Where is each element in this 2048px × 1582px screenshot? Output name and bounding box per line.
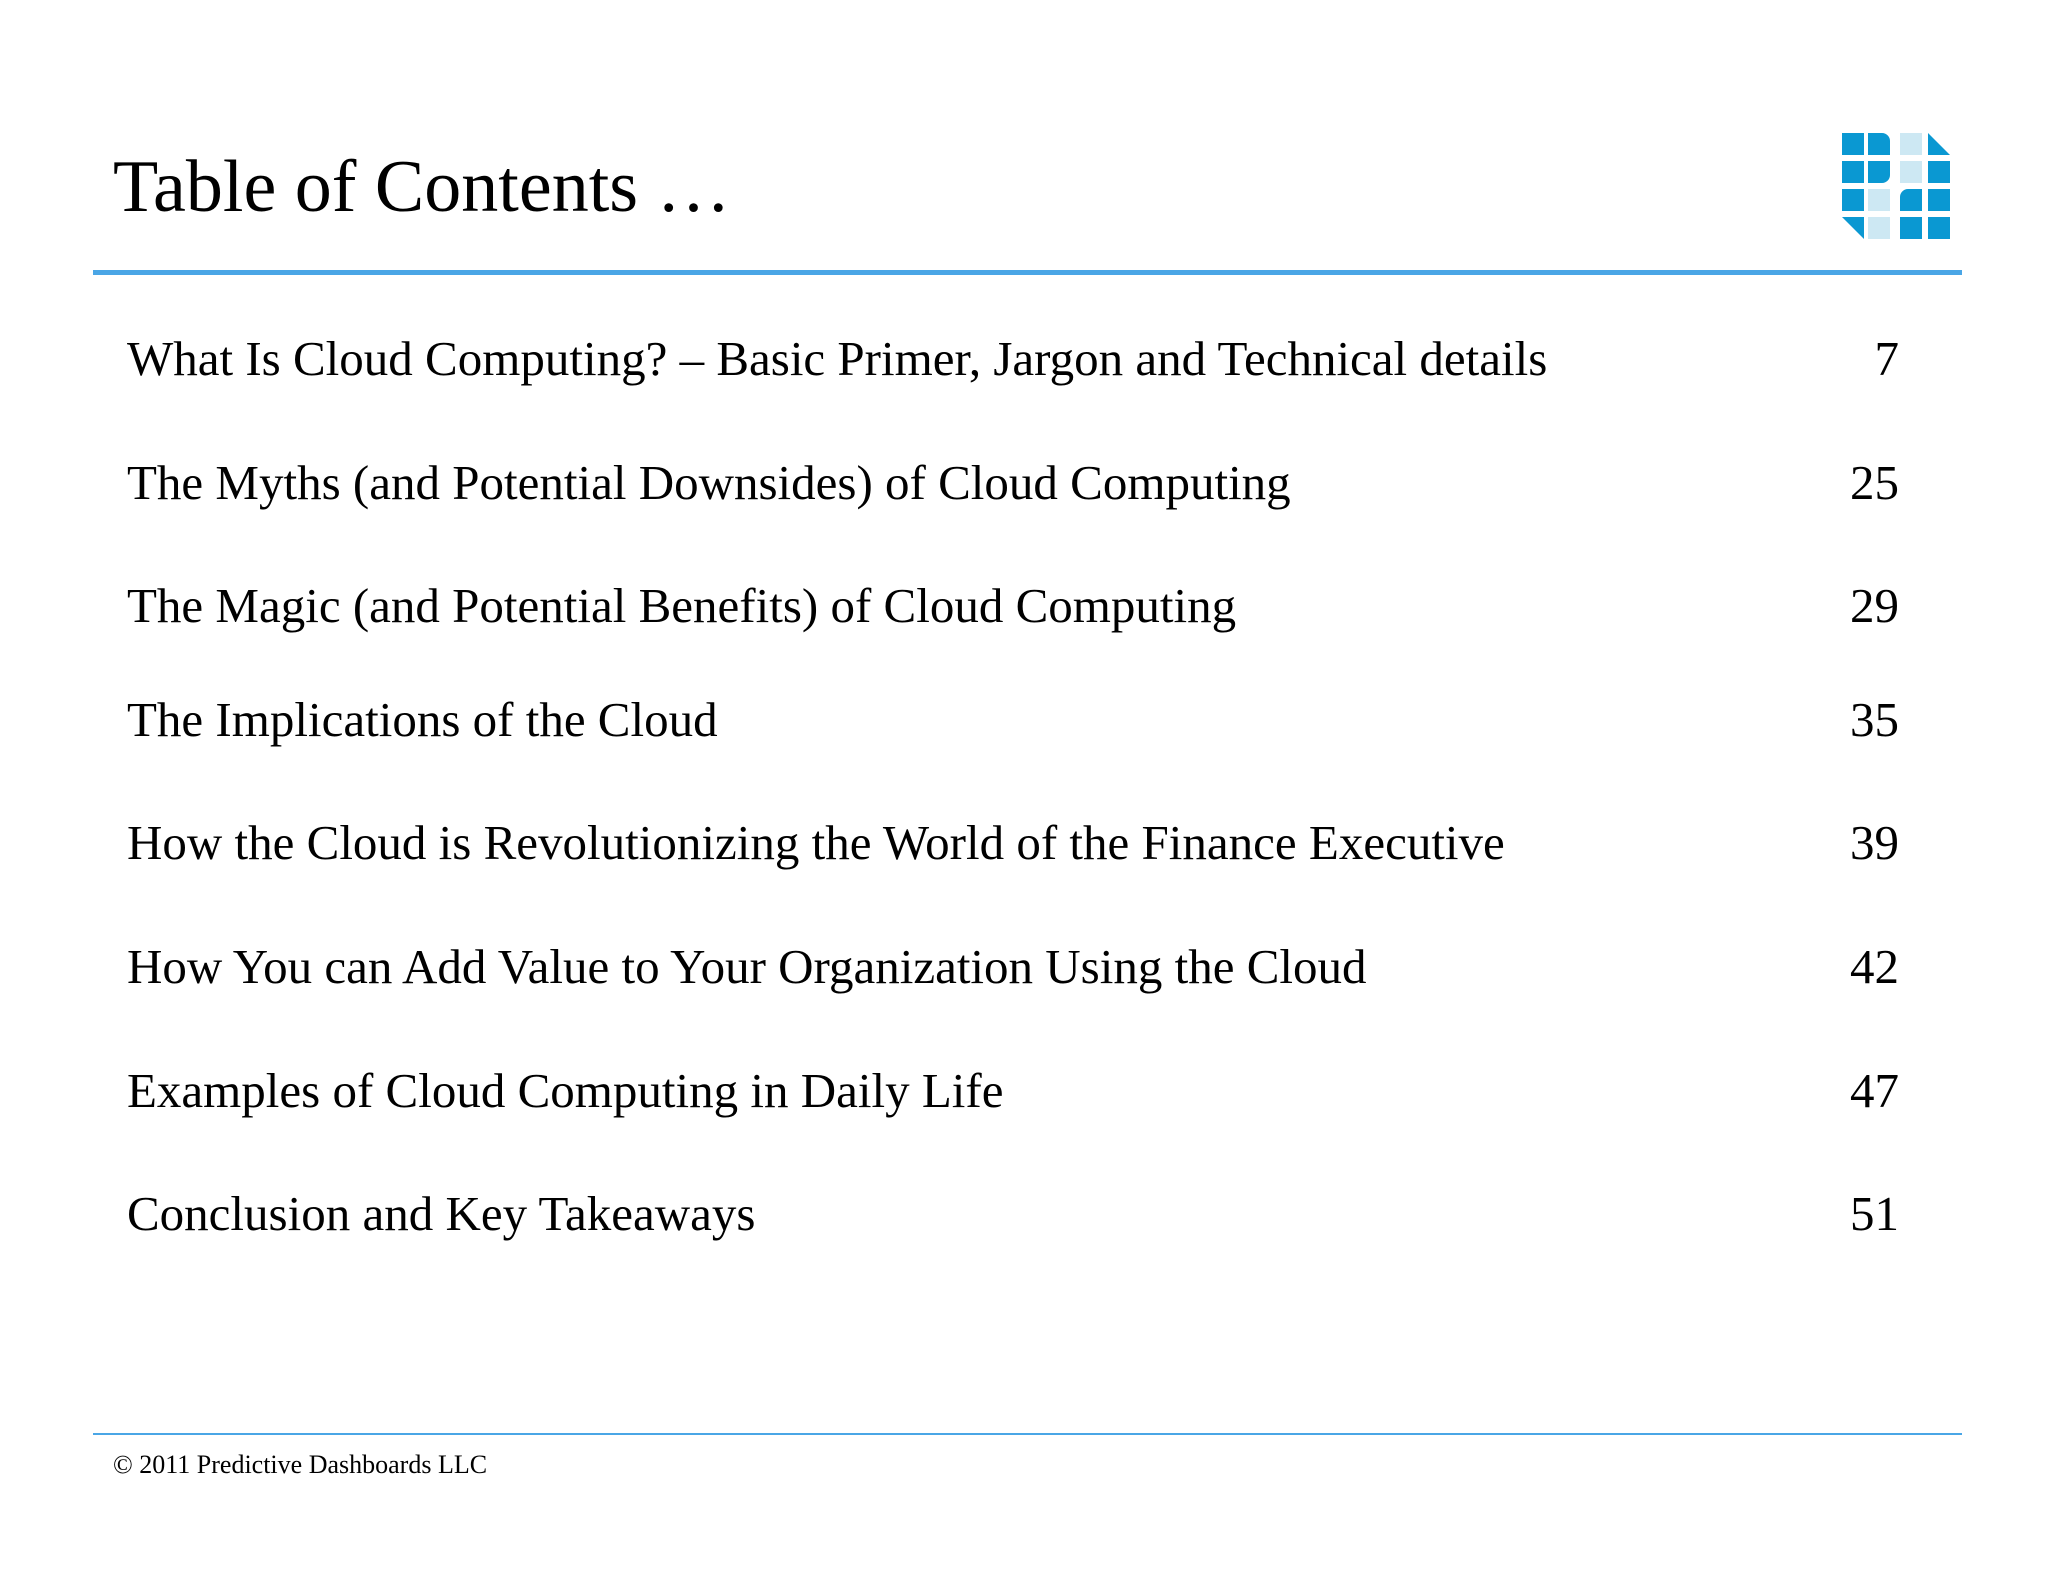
toc-entry[interactable] bbox=[127, 448, 1899, 518]
toc-entry-page: 39 bbox=[1850, 815, 1899, 870]
toc-entry-page: 29 bbox=[1850, 578, 1899, 633]
toc-entry[interactable] bbox=[127, 808, 1899, 878]
toc-entry-title: The Magic (and Potential Benefits) of Cloud Computing bbox=[127, 578, 1237, 633]
toc-entry-page: 47 bbox=[1850, 1063, 1899, 1118]
toc-entry[interactable] bbox=[127, 932, 1899, 1002]
toc-entry[interactable] bbox=[127, 685, 1899, 755]
footer-divider bbox=[93, 1433, 1962, 1435]
toc-entry-title: The Myths (and Potential Downsides) of Cloud Computing bbox=[127, 455, 1291, 510]
toc-entry-title: The Implications of the Cloud bbox=[127, 692, 718, 747]
toc-entry[interactable] bbox=[127, 324, 1899, 394]
page-title: Table of Contents … bbox=[113, 146, 731, 228]
toc-entry[interactable] bbox=[127, 1179, 1899, 1249]
toc-entry-page: 25 bbox=[1850, 455, 1899, 510]
toc-entry-title: How the Cloud is Revolutionizing the World of the Finance Executive bbox=[127, 815, 1505, 870]
toc-entry[interactable] bbox=[127, 571, 1899, 641]
toc-entry[interactable] bbox=[127, 1056, 1899, 1126]
toc-entry-page: 7 bbox=[1874, 331, 1899, 386]
copyright-footer: © 2011 Predictive Dashboards LLC bbox=[113, 1450, 488, 1479]
toc-entry-title: How You can Add Value to Your Organization Using the Cloud bbox=[127, 939, 1367, 994]
toc-entry-page: 35 bbox=[1850, 692, 1899, 747]
toc-entry-page: 51 bbox=[1850, 1186, 1899, 1241]
table-of-contents bbox=[127, 0, 1899, 1582]
toc-entry-page: 42 bbox=[1850, 939, 1899, 994]
toc-entry-title: Examples of Cloud Computing in Daily Life bbox=[127, 1063, 1004, 1118]
toc-entry-title: Conclusion and Key Takeaways bbox=[127, 1186, 756, 1241]
toc-entry-title: What Is Cloud Computing? – Basic Primer, Jargon and Technical details bbox=[127, 331, 1548, 386]
